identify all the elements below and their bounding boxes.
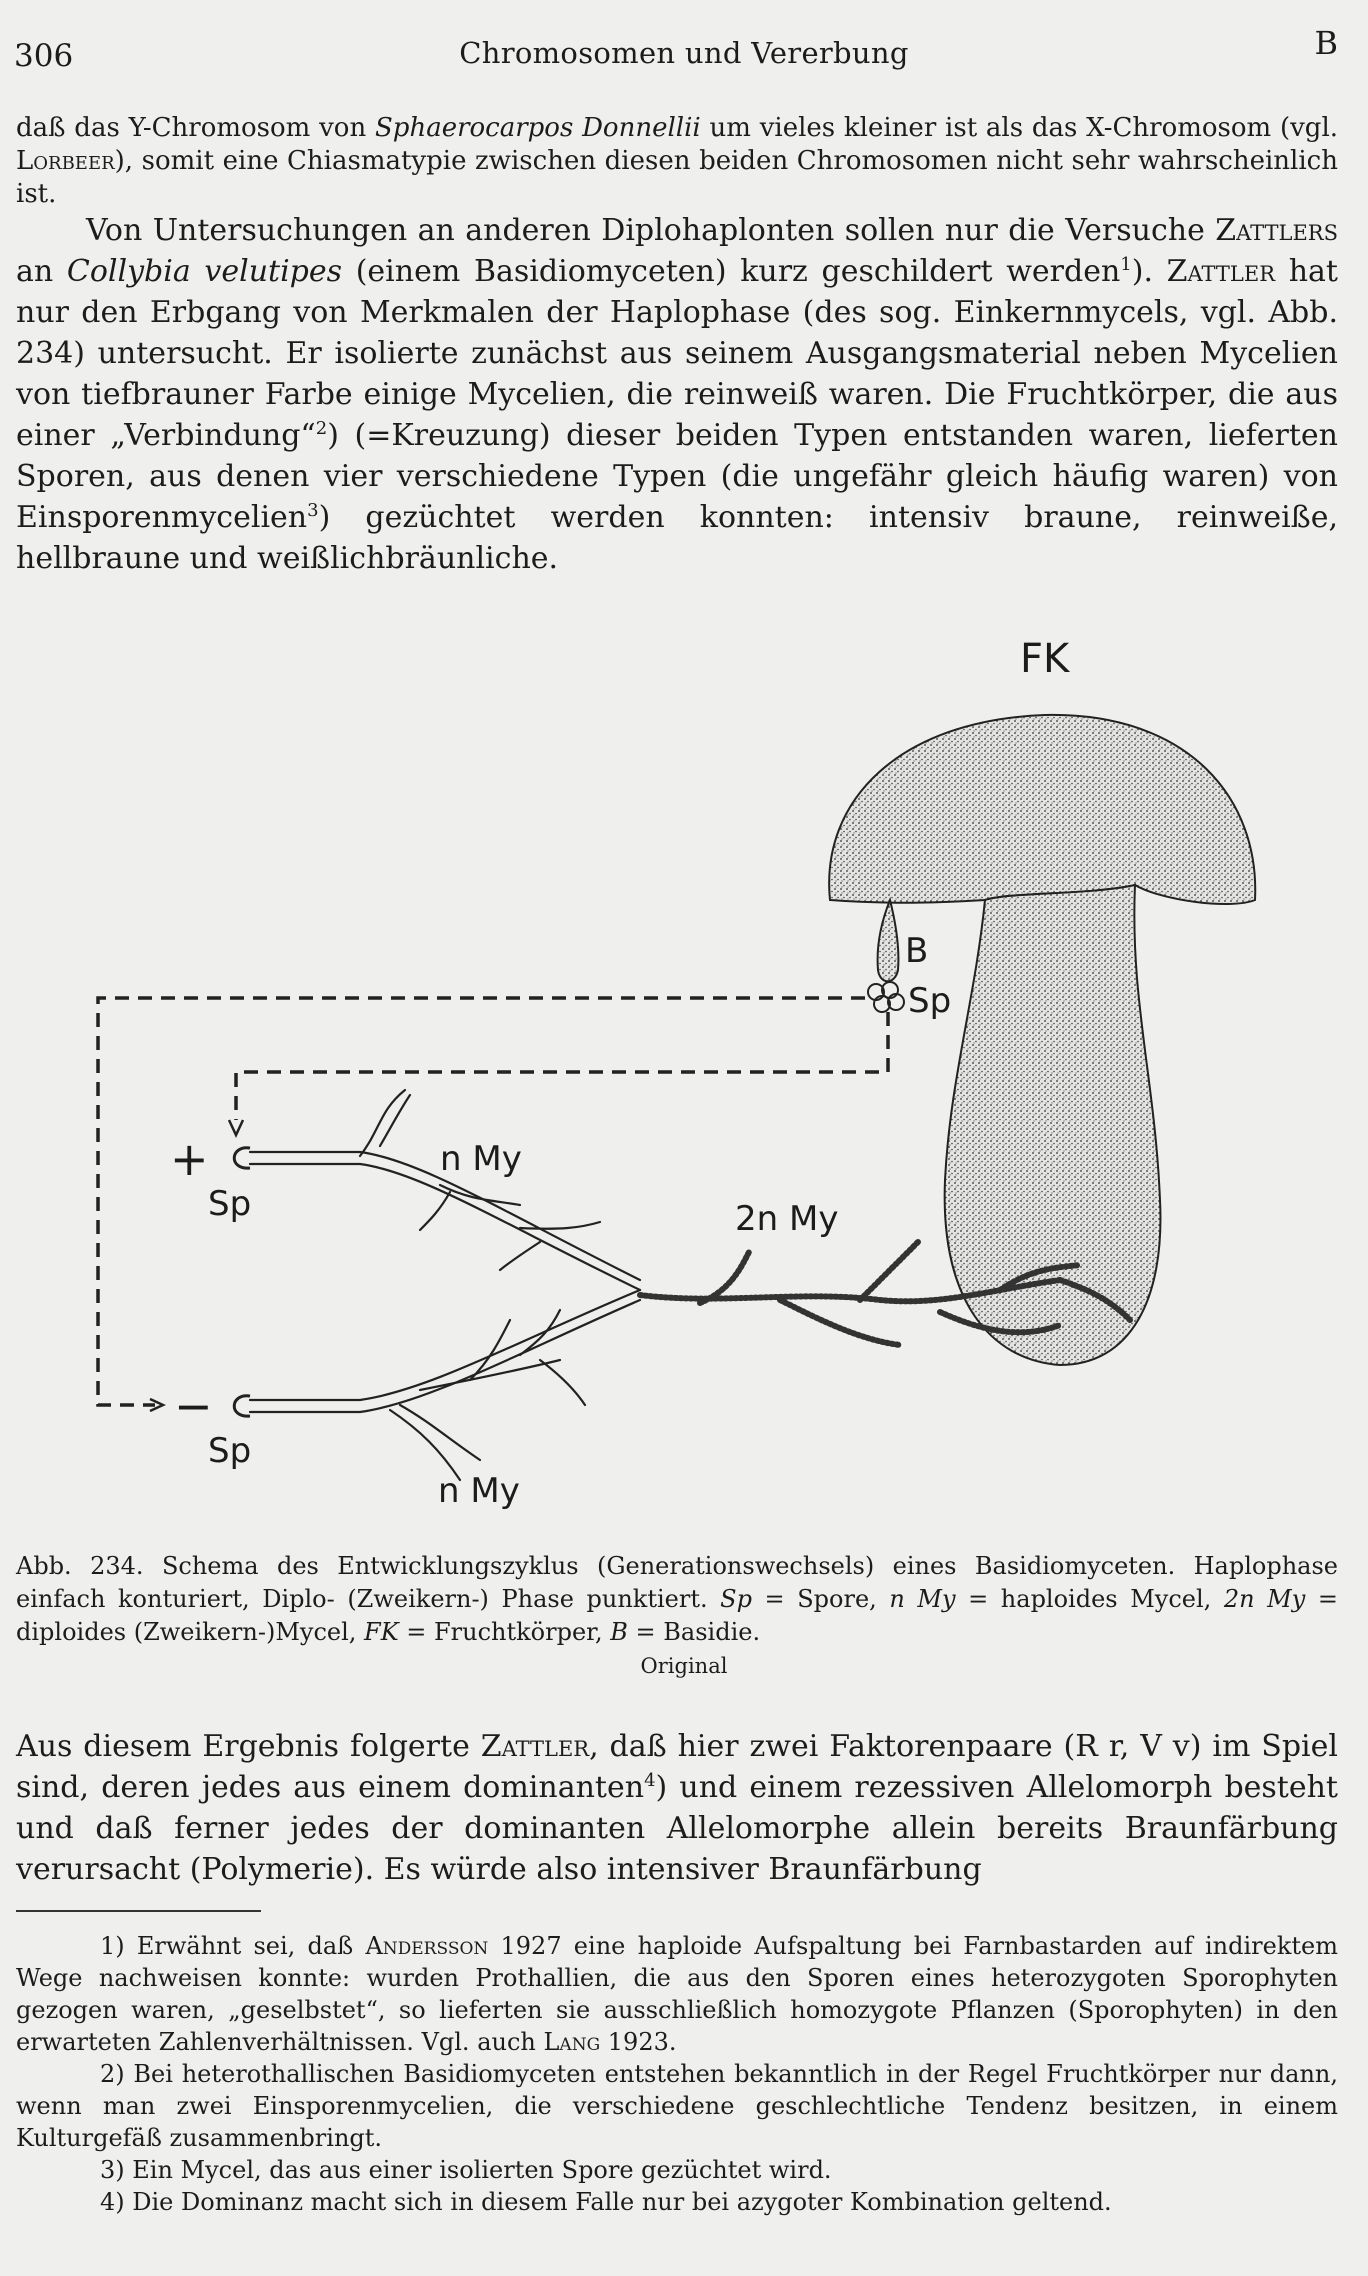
paragraph-1	[16, 112, 1338, 211]
label-plus: +	[170, 1132, 209, 1186]
text: = diploides (Zweikern-)Mycel,	[16, 1585, 1338, 1646]
page-number: 306	[14, 38, 74, 74]
author-name: Zattler	[480, 1729, 590, 1764]
footnote-1	[16, 1930, 1338, 2058]
fruiting-body-cap	[829, 715, 1255, 904]
label-b: B	[905, 931, 929, 971]
text: daß das Y-Chromosom von	[16, 113, 375, 143]
text: = haploides Mycel,	[955, 1585, 1224, 1613]
text: (einem Basidiomyceten) kurz geschildert werden	[342, 254, 1121, 289]
text: Aus diesem Ergebnis folgerte	[16, 1729, 481, 1764]
text: ), somit eine Chiasmatypie zwischen diesen beiden Chromosomen nicht sehr wahrscheinlich ist.	[16, 146, 1338, 209]
running-title: Chromosomen und Vererbung	[459, 36, 909, 70]
footnote-2: 2) Bei heterothallischen Basidiomyceten entstehen bekanntlich in der Regel Fruchtkörper nur dann, wenn man zwei Einsporenmycelien, die verschiedene geschlechtliche Tendenz besitzen, in einem Kulturgefäß zusammenbringt.	[16, 2060, 1338, 2152]
text: 1927 eine haploide Aufspaltung bei Farnbastarden auf indirektem Wege nachweisen konnte: wurden Prothallien, die aus den Sporen eines heterozygoten Sporophyten gezogen waren, „geselbstet“, so lieferten sie ausschließlich homozygote Pflanzen (Sporophyten) in den erwarteten Zahlenverhältnissen. Vgl. auch	[16, 1932, 1338, 2056]
paragraph-3	[16, 1726, 1338, 1890]
figure-234	[0, 600, 1368, 1530]
label-sp-top: Sp	[908, 981, 952, 1021]
text: = Spore,	[751, 1585, 890, 1613]
label-minus: −	[174, 1379, 213, 1433]
text: an	[16, 254, 67, 289]
paragraph-2	[16, 210, 1338, 579]
text: 1) Erwähnt sei, daß	[100, 1932, 366, 1960]
section-letter: B	[1314, 24, 1338, 62]
footnote-ref[interactable]: 4	[644, 1770, 656, 1791]
text: , daß hier zwei Faktorenpaare (R r, V v) im Spiel sind, deren jedes aus einem dominanten	[16, 1729, 1339, 1805]
label-fk: FK	[1020, 636, 1070, 682]
text: um vieles kleiner ist als das X-Chromosom (vgl.	[700, 113, 1339, 143]
basidium	[878, 900, 899, 981]
text: ).	[1131, 254, 1167, 289]
arrowhead	[229, 1120, 243, 1135]
text: ) (=Kreuzung) dieser beiden Typen entstanden waren, lieferten Sporen, aus denen vier verschiedene Typen (die ungefähr gleich häufig waren) von Einsporenmycelien	[16, 418, 1338, 535]
author-name: Lang	[543, 2028, 601, 2056]
footnotes	[16, 1930, 1338, 2218]
haploid-mycelium-lower	[250, 1290, 640, 1480]
author-name: Zattlers	[1215, 213, 1338, 248]
label-nmy-lower: n My	[438, 1471, 520, 1511]
symbol: FK	[364, 1618, 399, 1646]
symbol: n My	[889, 1585, 956, 1613]
text: ) und einem rezessiven Allelomorph besteht und daß ferner jedes der dominanten Allelomorphe allein bereits Braunfärbung verursacht (Polymerie). Es würde also intensiver Braunfärbung	[16, 1770, 1338, 1887]
author-name: Andersson	[365, 1932, 489, 1960]
species-name: Collybia velutipes	[66, 254, 343, 289]
spore-minus	[234, 1396, 250, 1416]
text: = Basidie.	[627, 1618, 761, 1646]
text: = Fruchtkörper,	[398, 1618, 611, 1646]
text: Von Untersuchungen an anderen Diplohaplonten sollen nur die Versuche	[86, 213, 1216, 248]
label-2nmy: 2n My	[735, 1199, 839, 1239]
figure-caption	[16, 1550, 1338, 1649]
text: ) gezüchtet werden konnten: intensiv braune, reinweiße, hellbraune und weißlichbräunliche.	[16, 500, 1338, 576]
footnote-3: 3) Ein Mycel, das aus einer isolierten Spore gezüchtet wird.	[100, 2156, 832, 2184]
symbol: Sp	[720, 1585, 752, 1613]
footnote-ref[interactable]: 1	[1120, 254, 1132, 275]
footnote-4: 4) Die Dominanz macht sich in diesem Falle nur bei azygoter Kombination geltend.	[100, 2188, 1112, 2216]
life-cycle-diagram	[0, 600, 1368, 1530]
author-name: Lorbeer	[16, 146, 115, 176]
footnote-rule	[16, 1910, 261, 1912]
species-name: Sphaerocarpos Donnellii	[375, 113, 701, 143]
footnote-ref[interactable]: 2	[315, 418, 328, 439]
spore-cluster	[868, 982, 904, 1012]
text: hat nur den Erbgang von Merkmalen der Haplophase (des sog. Einkernmycels, vgl. Abb. 234) untersucht. Er isolierte zunächst aus seinem Ausgangsmaterial neben Mycelien von tiefbrauner Farbe einige Mycelien, die reinweiß waren. Die Fruchtkörper, die aus einer „Verbindung“	[16, 254, 1338, 453]
label-nmy-upper: n My	[440, 1139, 522, 1179]
label-sp-minus: Sp	[208, 1431, 252, 1471]
text: 1923.	[600, 2028, 677, 2056]
spore-plus	[234, 1148, 250, 1168]
symbol: B	[610, 1618, 628, 1646]
figure-credit: Original	[640, 1654, 728, 1678]
footnote-ref[interactable]: 3	[307, 500, 319, 521]
text: Abb. 234. Schema des Entwicklungszyklus (Generationswechsels) eines Basidiomyceten. Haplophase einfach konturiert, Diplo- (Zweikern-) Phase punktiert.	[16, 1552, 1338, 1613]
symbol: 2n My	[1223, 1585, 1306, 1613]
author-name: Zattler	[1166, 254, 1276, 289]
label-sp-plus: Sp	[208, 1184, 252, 1224]
haploid-mycelium-upper	[250, 1090, 640, 1290]
